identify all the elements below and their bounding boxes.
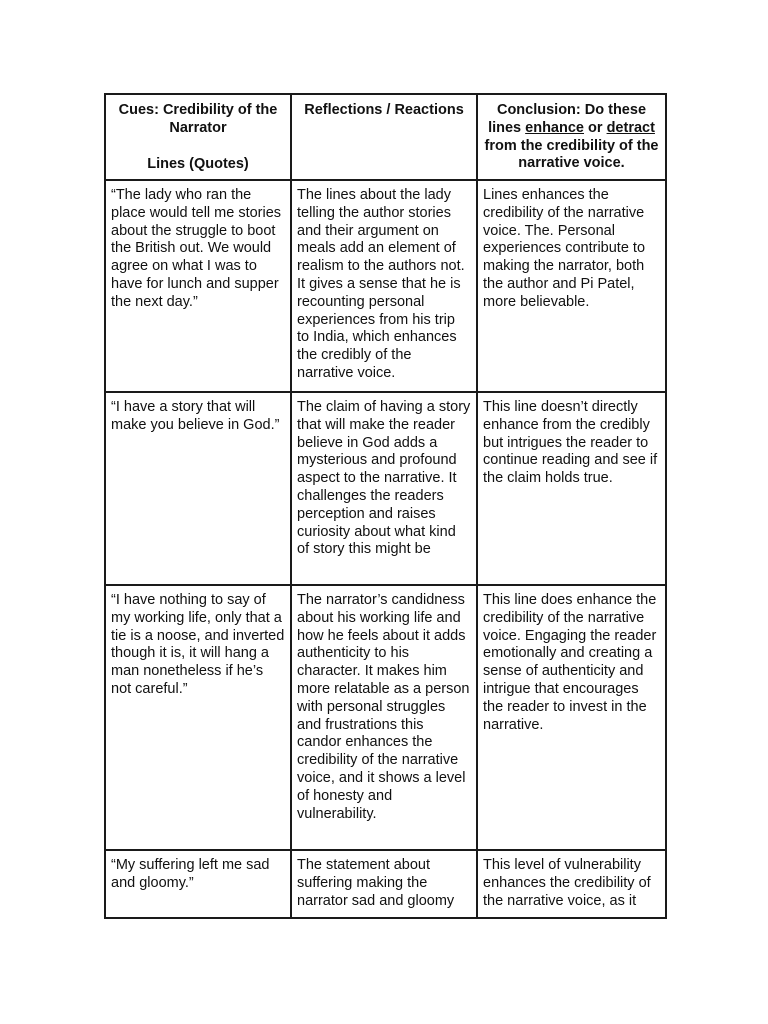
quote-text: “My suffering left me sad and gloomy.”	[111, 857, 270, 891]
header-reflections	[291, 94, 477, 180]
conclusion-cell	[477, 392, 666, 585]
header-conclusion	[477, 94, 666, 180]
reflection-cell	[291, 585, 477, 850]
quote-text: “I have a story that will make you believe in God.”	[111, 399, 280, 433]
conclusion-text: Lines enhances the credibility of the narrative voice. The. Personal experiences contribute to making the narrator, both the author and Pi Patel, more believable.	[483, 187, 646, 310]
quote-cell	[105, 585, 291, 850]
table-row	[105, 392, 666, 585]
conclusion-text: This line does enhance the credibility of the narrative voice. Engaging the reader emotionally and creating a sense of authenticity and intrigue that encourages the reader to invest in the narrative.	[483, 592, 657, 733]
table-header-row	[105, 94, 666, 180]
header-reflections-title: Reflections / Reactions	[304, 102, 464, 118]
header-conclusion-part2: from the credibility of the narrative voice.	[484, 137, 659, 172]
header-cues	[105, 94, 291, 180]
reflection-cell	[291, 180, 477, 392]
header-conclusion-enhance: enhance	[525, 119, 584, 136]
quote-cell	[105, 180, 291, 392]
reflection-text: The lines about the lady telling the author stories and their argument on meals add an element of realism to the authors not. It gives a sense that he is recounting personal experiences from his trip to India, which enhances the credibly of the narrative voice.	[297, 187, 465, 381]
header-cues-subtitle: Lines (Quotes)	[147, 155, 249, 172]
reflection-cell	[291, 850, 477, 918]
conclusion-cell	[477, 850, 666, 918]
conclusion-text: This line doesn’t directly enhance from the credibly but intrigues the reader to continue reading and see if the claim holds true.	[483, 399, 658, 487]
header-cues-title: Cues: Credibility of the Narrator	[118, 102, 278, 136]
quote-text: “The lady who ran the place would tell me stories about the struggle to boot the British out. We would agree on what I was to have for lunch and supper the next day.”	[111, 187, 282, 310]
table-row	[105, 850, 666, 918]
conclusion-cell	[477, 180, 666, 392]
credibility-table	[104, 93, 667, 919]
reflection-text: The claim of having a story that will make the reader believe in God adds a mysterious and profound aspect to the narrative. It challenges the readers perception and raises curiosity about what kind of story this might be	[297, 399, 471, 558]
header-conclusion-part1: Conclusion: Do these lines	[488, 102, 647, 136]
conclusion-cell	[477, 585, 666, 850]
header-conclusion-or: or	[584, 119, 607, 136]
quote-cell	[105, 850, 291, 918]
table-row	[105, 585, 666, 850]
reflection-text: The narrator’s candidness about his working life and how he feels about it adds authenticity to his character. It makes him more relatable as a person with personal struggles and frustrations this candor enhances the credibility of the narrative voice, and it shows a level of honesty and vulnerability.	[297, 592, 470, 822]
quote-cell	[105, 392, 291, 585]
quote-text: “I have nothing to say of my working life, only that a tie is a noose, and inverted though it is, it will hang a man nonetheless if he’s not careful.”	[111, 592, 285, 697]
header-conclusion-detract: detract	[606, 119, 655, 136]
table-row	[105, 180, 666, 392]
reflection-cell	[291, 392, 477, 585]
conclusion-text: This level of vulnerability enhances the credibility of the narrative voice, as it	[483, 857, 651, 909]
reflection-text: The statement about suffering making the narrator sad and gloomy	[297, 857, 455, 909]
